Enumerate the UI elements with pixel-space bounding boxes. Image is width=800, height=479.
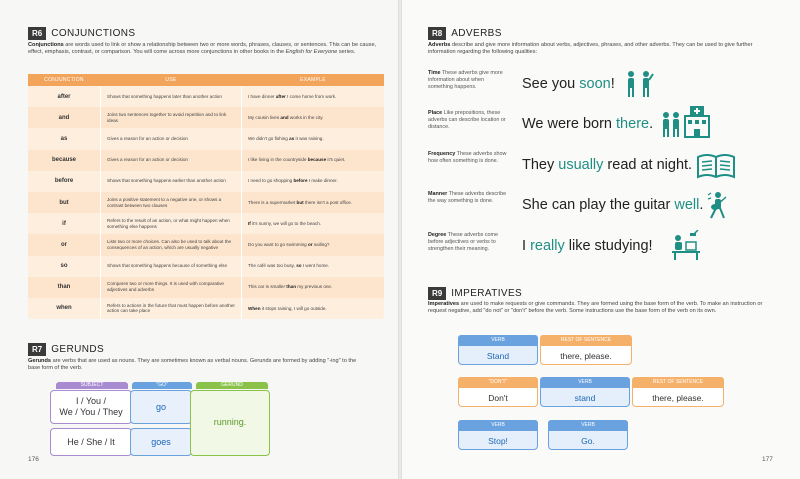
table-row bbox=[28, 277, 384, 298]
subject-text-1: I / You / bbox=[75, 396, 107, 406]
conjunction-example: If it's sunny, we will go to the beach. bbox=[248, 220, 322, 226]
table-row bbox=[28, 234, 384, 255]
label-rest-1: REST OF SENTENCE bbox=[540, 335, 632, 345]
adverb-description: Time These adverbs give more information about when something happens. bbox=[428, 70, 503, 90]
table-row bbox=[28, 150, 384, 171]
gerund-text: running. bbox=[213, 417, 247, 427]
table-row bbox=[28, 171, 384, 192]
conjunction-use: Shows that something happens earlier than another action bbox=[100, 171, 242, 192]
r9-intro: Imperatives are used to make requests or give commands. They are formed using the base form of the verb. To make an instruction or request negative, add "do not" or "don't" before the verb. Some instructions use the base form of the verb on its own. bbox=[428, 301, 763, 314]
conjunctions-table bbox=[28, 74, 384, 324]
conjunction-word: than bbox=[57, 284, 71, 291]
adverb-description: Manner These adverbs describe the way something is done. bbox=[428, 191, 507, 204]
table-row bbox=[28, 256, 384, 277]
guitar-player-icon bbox=[706, 191, 728, 224]
table-row bbox=[28, 86, 384, 107]
section-number: R8 bbox=[428, 27, 446, 40]
r6-heading bbox=[28, 26, 135, 40]
section-title: CONJUNCTIONS bbox=[51, 27, 136, 39]
section-title: ADVERBS bbox=[451, 27, 502, 39]
label-verb-1: VERB bbox=[458, 335, 538, 345]
page-number-right: 177 bbox=[762, 456, 773, 463]
verb-box-4: Go. bbox=[548, 430, 628, 450]
table-row bbox=[28, 107, 384, 128]
header-conjunction: CONJUNCTION bbox=[44, 77, 84, 83]
table-row bbox=[28, 192, 384, 213]
conjunction-word: as bbox=[60, 135, 68, 142]
hospital-icon bbox=[660, 106, 710, 143]
section-number: R9 bbox=[428, 287, 446, 300]
section-number: R6 bbox=[28, 27, 46, 40]
label-verb-4: VERB bbox=[548, 420, 628, 430]
conjunction-word: and bbox=[58, 114, 70, 121]
table-row bbox=[28, 298, 384, 319]
page-number-left: 176 bbox=[28, 456, 39, 463]
section-number: R7 bbox=[28, 343, 46, 356]
label-subject: SUBJECT bbox=[56, 382, 128, 389]
table-row bbox=[28, 213, 384, 234]
rest-box-2: there, please. bbox=[632, 387, 724, 407]
conjunction-use: Joins a positive statement to a negative one, or shows a contrast between two clauses bbox=[100, 192, 242, 213]
conjunction-word: because bbox=[51, 157, 76, 164]
r6-intro: Conjunctions are words used to link or show a relationship between two or more words, phrases, clauses, or sentences. This can be cause, effect, emphasis, contrast, or comparison. You will come across more conjunctions in other books in the English for Everyone series. bbox=[28, 42, 377, 55]
conjunction-word: when bbox=[56, 305, 72, 312]
gerund-puzzle bbox=[50, 382, 280, 460]
adverb-example-sentence: We were born there. bbox=[522, 116, 654, 132]
label-verb-3: VERB bbox=[458, 420, 538, 430]
r8-heading bbox=[428, 26, 502, 40]
label-go: "GO" bbox=[132, 382, 192, 389]
conjunction-word: or bbox=[61, 241, 67, 248]
conjunction-use: Gives a reason for an action or decision bbox=[100, 150, 242, 171]
rest-box-1: there, please. bbox=[540, 345, 632, 365]
r8-intro: Adverbs describe and give more information about verbs, adjectives, phrases, and other adverbs. They can be used to give further information regarding the following qualities: bbox=[428, 42, 753, 55]
conjunction-example: I have dinner after I come home from work. bbox=[248, 93, 337, 99]
subject-text-2: He / She / It bbox=[67, 437, 115, 447]
conjunction-use: Lists two or more choices. Can also be used to talk about the consequences of an action, which are usually negative bbox=[100, 234, 242, 255]
adverb-example-sentence: See you soon! bbox=[522, 76, 615, 92]
adverb-row bbox=[428, 70, 788, 108]
adverb-example-sentence: They usually read at night. bbox=[522, 157, 693, 173]
conjunction-example: When it stops raining, I will go outside. bbox=[248, 305, 327, 311]
conjunction-example: This car is smaller than my previous one. bbox=[248, 284, 333, 290]
table-header bbox=[28, 74, 384, 86]
conjunction-use: Refers to the result of an action, or what might happen when something else happens bbox=[100, 213, 242, 234]
gerund-piece bbox=[190, 390, 270, 456]
label-rest-2: REST OF SENTENCE bbox=[632, 377, 724, 387]
conjunction-use: Joins two sentences together to avoid repetition and to link ideas bbox=[100, 107, 242, 128]
conjunction-example: I like living in the countryside because it's quiet. bbox=[248, 157, 346, 163]
conjunction-word: after bbox=[57, 93, 71, 100]
section-title: IMPERATIVES bbox=[451, 287, 523, 299]
conjunction-word: so bbox=[60, 263, 68, 270]
adverb-example-sentence: She can play the guitar well. bbox=[522, 197, 704, 213]
table-row bbox=[28, 128, 384, 149]
section-title: GERUNDS bbox=[51, 343, 105, 355]
conjunction-example: The café was too busy, so I went home. bbox=[248, 263, 330, 269]
adverb-example-sentence: I really like studying! bbox=[522, 238, 653, 254]
adverb-row bbox=[428, 232, 788, 270]
conjunction-word: before bbox=[54, 178, 74, 185]
header-example: EXAMPLE bbox=[300, 77, 326, 83]
adverb-description: Place Like prepositions, these adverbs can describe location or distance. bbox=[428, 110, 506, 130]
label-dont: "DON'T" bbox=[458, 377, 538, 387]
label-verb-2: VERB bbox=[540, 377, 630, 387]
conjunction-use: Gives a reason for an action or decision bbox=[100, 128, 242, 149]
go-text-2: goes bbox=[151, 437, 171, 447]
label-gerund: GERUND bbox=[196, 382, 268, 389]
adverb-row bbox=[428, 191, 788, 229]
conjunction-example: My cousin lives and works in the city. bbox=[248, 114, 324, 120]
conjunction-example: We didn't go fishing as it was raining. bbox=[248, 136, 324, 142]
verb-box-3: Stop! bbox=[458, 430, 538, 450]
header-use: USE bbox=[165, 77, 177, 83]
subject-piece-2 bbox=[50, 428, 132, 456]
r7-intro: Gerunds are verbs that are used as nouns. They are sometimes known as verbal nouns. Gerunds are formed by adding "-ing" to the base form of the verb. bbox=[28, 358, 357, 371]
conjunction-example: I need to go shopping before I make dinner. bbox=[248, 178, 338, 184]
verb-box-2: stand bbox=[540, 387, 630, 407]
conjunction-use: Refers to actions in the future that must happen before another action can take place bbox=[100, 298, 242, 319]
conjunction-example: Do you want to go swimming or sailing? bbox=[248, 242, 330, 247]
people-meeting-icon bbox=[624, 70, 654, 103]
table-body bbox=[28, 86, 384, 319]
verb-box-1: Stand bbox=[458, 345, 538, 365]
subject-text-1b: We / You / They bbox=[59, 407, 123, 417]
adverb-row bbox=[428, 151, 788, 189]
conjunction-use: Shows that something happens because of something else bbox=[100, 256, 242, 277]
conjunction-use: Shows that something happens later than another action bbox=[100, 86, 242, 107]
subject-piece-1 bbox=[50, 390, 132, 424]
studying-desk-icon bbox=[668, 230, 702, 265]
conjunction-word: but bbox=[59, 199, 69, 206]
r9-heading bbox=[428, 286, 522, 300]
go-piece-1 bbox=[130, 390, 192, 424]
r7-heading bbox=[28, 342, 104, 356]
go-piece-2 bbox=[130, 428, 192, 456]
adverb-row bbox=[428, 110, 788, 148]
go-text-1: go bbox=[155, 402, 166, 412]
conjunction-word: if bbox=[62, 220, 66, 227]
adverb-description: Degree These adverbs come before adjectives or verbs to strengthen their meaning. bbox=[428, 232, 499, 252]
conjunction-example: There is a supermarket but there isn't a post office. bbox=[248, 199, 352, 205]
dont-box: Don't bbox=[458, 387, 538, 407]
book-icon bbox=[696, 153, 736, 184]
conjunction-use: Compares two or more things. It is used with comparative adjectives and adverbs bbox=[100, 277, 242, 298]
adverb-description: Frequency These adverbs show how often something is done. bbox=[428, 151, 507, 164]
